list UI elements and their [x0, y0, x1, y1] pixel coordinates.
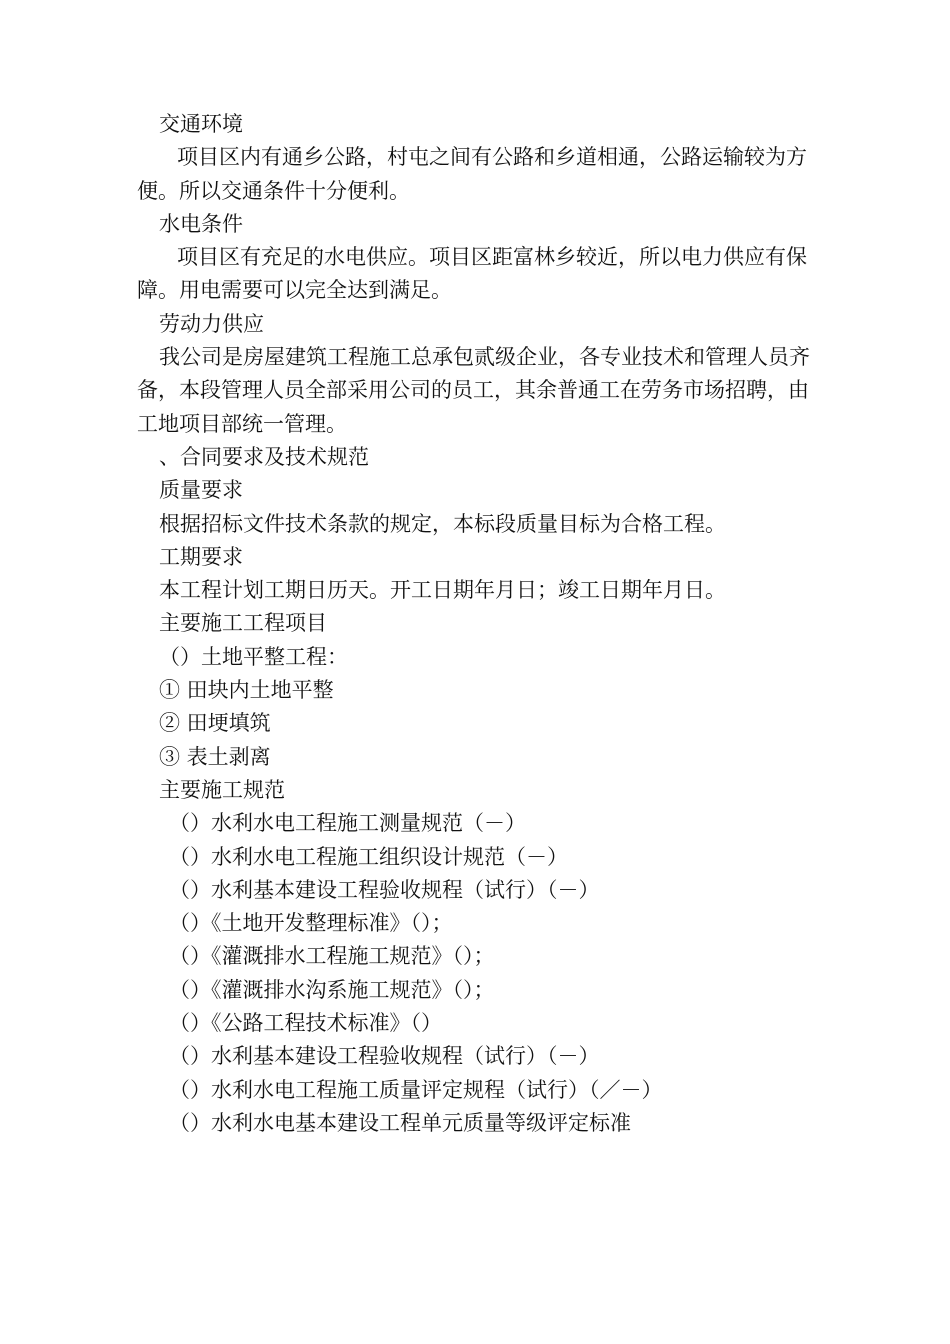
paragraph-traffic-line-2: 便。所以交通条件十分便利。 [137, 178, 410, 203]
paragraph-schedule: 本工程计划工期日历天。开工日期年月日；竣工日期年月日。 [159, 578, 726, 603]
heading-quality: 质量要求 [159, 478, 243, 503]
spec-item: （）水利基本建设工程验收规程（试行）（－） [169, 877, 600, 902]
spec-item: （）水利水电工程施工质量评定规程（试行）（／－） [169, 1077, 663, 1102]
spec-item: （）水利水电基本建设工程单元质量等级评定标准 [169, 1110, 631, 1135]
paragraph-power-line-1: 项目区有充足的水电供应。项目区距富林乡较近，所以电力供应有保 [177, 245, 807, 270]
paragraph-quality: 根据招标文件技术条款的规定，本标段质量目标为合格工程。 [159, 511, 726, 536]
heading-items: 主要施工工程项目 [159, 611, 327, 636]
paragraph-power-line-2: 障。用电需要可以完全达到满足。 [137, 278, 452, 303]
heading-specs: 主要施工规范 [159, 777, 285, 802]
heading-labor: 劳动力供应 [159, 311, 264, 336]
paragraph-labor-line-2: 备，本段管理人员全部采用公司的员工，其余普通工在劳务市场招聘，由 [137, 378, 809, 403]
paragraph-labor-line-3: 工地项目部统一管理。 [137, 411, 347, 436]
paragraph-labor-line-1: 我公司是房屋建筑工程施工总承包贰级企业，各专业技术和管理人员齐 [159, 345, 810, 370]
heading-power: 水电条件 [159, 211, 243, 236]
spec-item: （）《灌溉排水工程施工规范》（）； [169, 944, 495, 969]
heading-schedule: 工期要求 [159, 544, 243, 569]
spec-item: （）水利水电工程施工测量规范（－） [169, 811, 526, 836]
spec-item: （）水利水电工程施工组织设计规范（－） [169, 844, 568, 869]
spec-item: （）《土地开发整理标准》（）； [169, 911, 453, 936]
list-item: ③ 表土剥离 [159, 744, 271, 769]
spec-item: （）《灌溉排水沟系施工规范》（）； [169, 977, 495, 1002]
heading-traffic: 交通环境 [159, 112, 243, 136]
spec-item: （）《公路工程技术标准》（） [169, 1011, 442, 1036]
paragraph-traffic-line-1: 项目区内有通乡公路，村屯之间有公路和乡道相通，公路运输较为方 [177, 145, 807, 170]
list-item: ② 田埂填筑 [159, 711, 271, 736]
document-body [137, 108, 859, 1140]
list-item: （）土地平整工程： [159, 644, 348, 669]
list-item: ① 田块内土地平整 [159, 678, 334, 703]
spec-item: （）水利基本建设工程验收规程（试行）（－） [169, 1044, 600, 1069]
heading-contract: 、合同要求及技术规范 [159, 444, 369, 469]
